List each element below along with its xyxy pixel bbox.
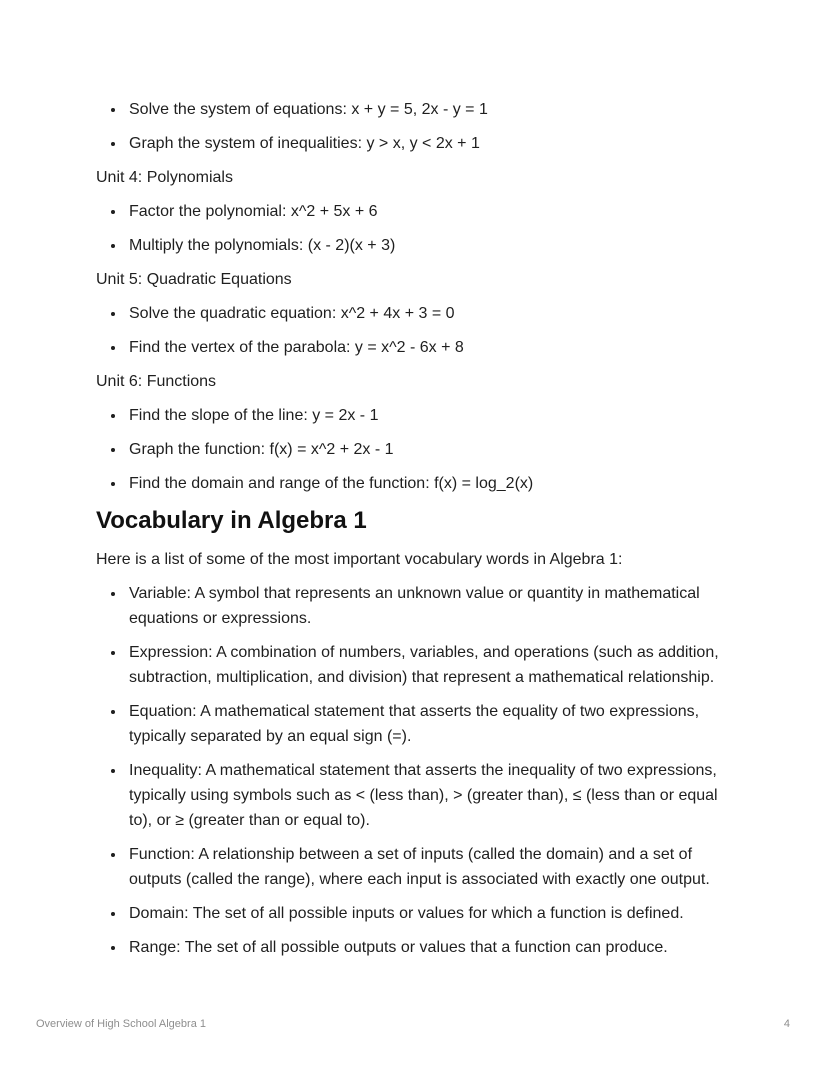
vocabulary-heading: Vocabulary in Algebra 1 (96, 507, 367, 534)
exercise-list-unit-6 (96, 403, 736, 496)
list-item: • Find the vertex of the parabola: y = x^2 - 6x + 8 (126, 335, 736, 360)
list-item: • Find the slope of the line: y = 2x - 1 (126, 403, 736, 428)
footer-document-title: Overview of High School Algebra 1 (36, 1018, 206, 1030)
vocabulary-item: • Inequality: A mathematical statement that asserts the inequality of two expressions, typically using symbols such as < (less than), > (greater than), ≤ (less than or equal to), or ≥ (greater than or equal to). (126, 758, 736, 833)
list-item: • Multiply the polynomials: (x - 2)(x + 3) (126, 233, 736, 258)
vocabulary-item: • Function: A relationship between a set of inputs (called the domain) and a set of outputs (called the range), where each input is associated with exactly one output. (126, 842, 736, 892)
vocabulary-list (96, 581, 736, 960)
vocabulary-item: • Expression: A combination of numbers, variables, and operations (such as addition, subtraction, multiplication, and division) that represent a mathematical relationship. (126, 640, 736, 690)
footer-page-number: 4 (783, 1018, 790, 1030)
unit-6-label: Unit 6: Functions (96, 373, 217, 390)
vocabulary-intro: Here is a list of some of the most important vocabulary words in Algebra 1: (96, 551, 623, 568)
list-item: • Solve the quadratic equation: x^2 + 4x + 3 = 0 (126, 301, 736, 326)
exercise-list-unit-5 (96, 301, 736, 360)
exercise-list-unit-4 (96, 199, 736, 258)
vocabulary-item: • Variable: A symbol that represents an unknown value or quantity in mathematical equations or expressions. (126, 581, 736, 631)
unit-5-label: Unit 5: Quadratic Equations (96, 271, 292, 288)
unit-4-label: Unit 4: Polynomials (96, 169, 233, 186)
list-item: • Solve the system of equations: x + y = 5, 2x - y = 1 (126, 97, 736, 122)
vocabulary-item: • Equation: A mathematical statement that asserts the equality of two expressions, typically separated by an equal sign (=). (126, 699, 736, 749)
list-item: • Graph the function: f(x) = x^2 + 2x - 1 (126, 437, 736, 462)
list-item: • Factor the polynomial: x^2 + 5x + 6 (126, 199, 736, 224)
vocabulary-item: • Domain: The set of all possible inputs or values for which a function is defined. (126, 901, 736, 926)
vocabulary-item: • Range: The set of all possible outputs or values that a function can produce. (126, 935, 736, 960)
exercise-list-systems (96, 97, 736, 156)
list-item: • Graph the system of inequalities: y > x, y < 2x + 1 (126, 131, 736, 156)
footer (36, 1018, 790, 1031)
list-item: • Find the domain and range of the function: f(x) = log_2(x) (126, 471, 736, 496)
